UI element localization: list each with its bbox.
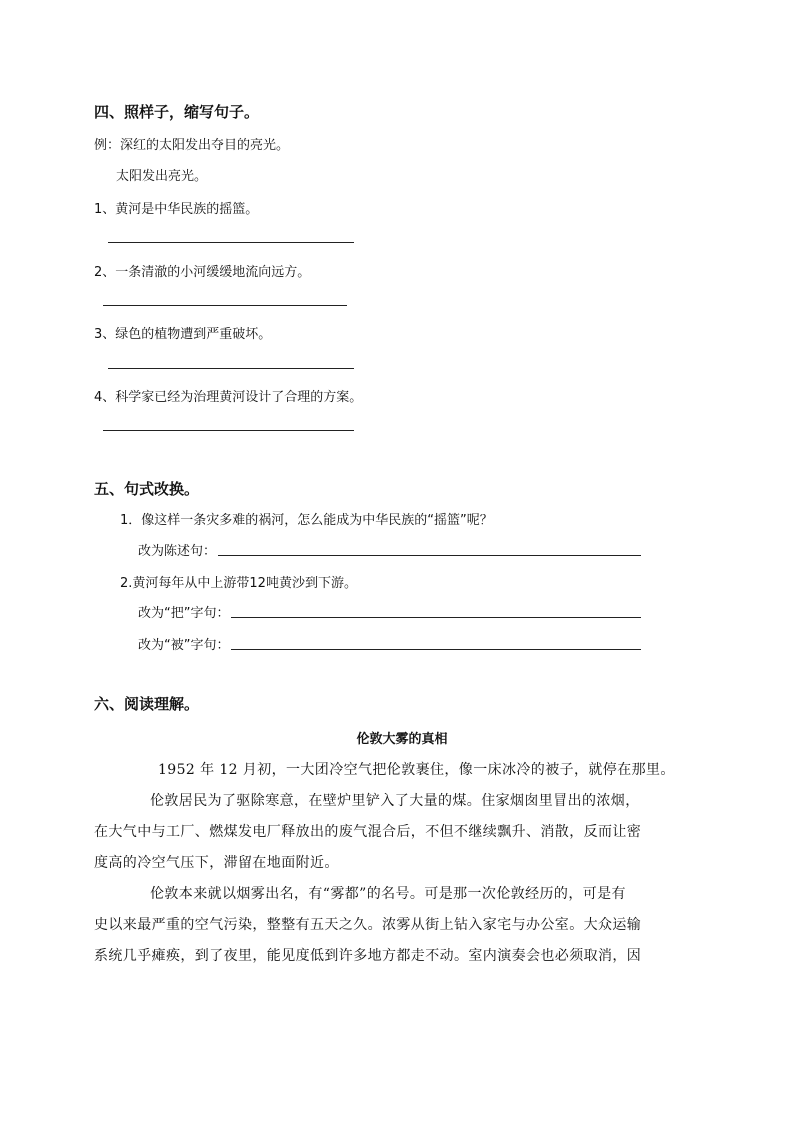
answer-line-4-2[interactable] bbox=[103, 305, 347, 306]
answer-line-4-3[interactable] bbox=[108, 368, 354, 369]
passage-line-6: 史以来最严重的空气污染，整整有五天之久。浓雾从街上钻入家宅与办公室。大众运输 bbox=[94, 917, 642, 933]
passage-line-5: 伦敦本来就以烟雾出名，有“雾都”的名号。可是那一次伦敦经历的，可是有 bbox=[150, 886, 626, 902]
question-5-2: 2.黄河每年从中上游带12吨黄沙到下游。 bbox=[120, 576, 357, 591]
example-answer: 太阳发出亮光。 bbox=[116, 169, 208, 184]
prompt-bei-sentence: 改为“被”字句： bbox=[138, 638, 230, 653]
question-4-1: 1、黄河是中华民族的摇篮。 bbox=[94, 202, 259, 217]
answer-line-5-2a[interactable] bbox=[231, 616, 641, 618]
answer-row-5-2b[interactable] bbox=[138, 634, 641, 653]
section-6-heading: 六、阅读理解。 bbox=[94, 695, 200, 713]
passage-line-3: 在大气中与工厂、燃煤发电厂释放出的废气混合后，不但不继续飘升、消散，反而让密 bbox=[94, 824, 642, 840]
question-5-1: 1．像这样一条灾多难的祸河，怎么能成为中华民族的“摇篮”呢？ bbox=[120, 513, 493, 528]
answer-line-4-1[interactable] bbox=[108, 242, 354, 243]
question-4-2: 2、一条清澈的小河缓缓地流向远方。 bbox=[94, 265, 311, 280]
passage-line-2: 伦敦居民为了驱除寒意，在壁炉里铲入了大量的煤。住家烟囱里冒出的浓烟， bbox=[150, 793, 640, 809]
passage-line-7: 系统几乎瘫痪，到了夜里，能见度低到许多地方都走不动。室内演奏会也必须取消，因 bbox=[94, 948, 642, 964]
answer-line-5-2b[interactable] bbox=[231, 648, 641, 650]
answer-row-5-2a[interactable] bbox=[138, 602, 641, 621]
question-4-4: 4、科学家已经为治理黄河设计了合理的方案。 bbox=[94, 390, 363, 405]
section-5-heading: 五、句式改换。 bbox=[94, 480, 200, 498]
answer-line-4-4[interactable] bbox=[103, 430, 354, 431]
question-4-3: 3、绿色的植物遭到严重破坏。 bbox=[94, 327, 272, 342]
example-sentence: 例：深红的太阳发出夺目的亮光。 bbox=[94, 138, 290, 153]
passage-title: 伦敦大雾的真相 bbox=[356, 732, 448, 747]
answer-row-5-1[interactable] bbox=[138, 540, 641, 559]
prompt-declarative: 改为陈述句： bbox=[138, 544, 217, 559]
prompt-ba-sentence: 改为“把”字句： bbox=[138, 606, 230, 621]
section-4-heading: 四、照样子，缩写句子。 bbox=[94, 103, 260, 121]
passage-line-1: 1952 年 12 月初，一大团冷空气把伦敦裹住，像一床冰冷的被子，就停在那里。 bbox=[158, 762, 675, 778]
passage-line-4: 度高的冷空气压下，滞留在地面附近。 bbox=[94, 855, 339, 871]
answer-line-5-1[interactable] bbox=[218, 554, 641, 556]
